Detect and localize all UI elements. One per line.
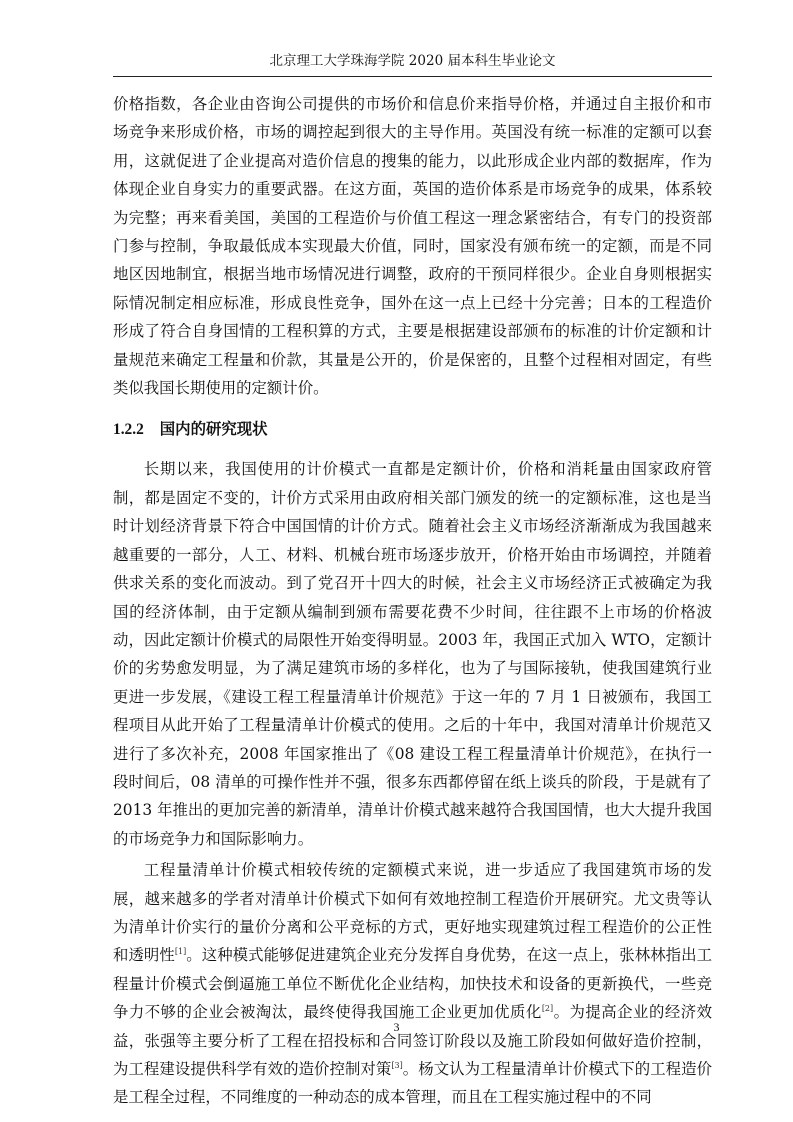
running-header [113, 50, 712, 77]
paragraph [113, 856, 712, 1112]
citation: [2] [541, 1004, 554, 1014]
section-title: 国内的研究现状 [159, 420, 268, 439]
page-body [113, 90, 712, 1112]
page-number: 3 [393, 1020, 400, 1034]
section-number: 1.2.2 [113, 421, 144, 439]
paragraph: 长期以来，我国使用的计价模式一直都是定额计价，价格和消耗量由国家政府管制，都是固定不变的，计价方式采用由政府相关部门颁发的统一的定额标准，这也是当时计划经济背景下符合中国国情的计价方式。随着社会主义市场经济渐渐成为我国越来越重要的一部分，人工、材料、机械台班市场逐步放开，价格开始由市场调控，并随着供求关系的变化而波动。到了党召开十四大的时候，社会主义市场经济正式被确定为我国的经济体制，由于定额从编制到颁布需要花费不少时间，往往跟不上市场的价格波动，因此定额计价模式的局限性开始变得明显。2003 年，我国正式加入 WTO，定额计价的劣势愈发明显，为了满足建筑市场的多样化，也为了与国际接轨，使我国建筑行业更进一步发展，《建设工程工程量清单计价规范》于这一年的 7 月 1 日被颁布，我国工程项目从此开始了工程量清单计价模式的使用。之后的十年中，我国对清单计价规范又进行了多次补充，2008 年国家推出了《08 建设工程工程量清单计价规范》，在执行一段时间后，08 清单的可操作性并不强，很多东西都停留在纸上谈兵的阶段，于是就有了 2013 年推出的更加完善的新清单，清单计价模式越来越符合我国国情，也大大提升我国的市场竞争力和国际影响力。 [113, 460, 712, 848]
paragraph-text: 。这种模式能够促进建筑企业充分发挥自身优势，在这一点上，张林林指出工程量计价模式会倒逼施工单位不断优化企业结构，加快技术和设备的更新换代，一些竞争力不够的企业会被淘汰，最终使得我国施工企业更加优质化 [113, 946, 712, 1022]
header-title: 北京理工大学珠海学院 2020 届本科生毕业论文 [269, 53, 556, 69]
paragraph: 价格指数，各企业由咨询公司提供的市场价和信息价来指导价格，并通过自主报价和市场竞争来形成价格，市场的调控起到很大的主导作用。英国没有统一标准的定额可以套用，这就促进了企业提高对造价信息的搜集的能力，以此形成企业内部的数据库，作为体现企业自身实力的重要武器。在这方面，英国的造价体系是市场竞争的成果，体系较为完整；再来看美国，美国的工程造价与价值工程这一理念紧密结合，有专门的投资部门参与控制，争取最低成本实现最大价值，同时，国家没有颁布统一的定额，而是不同地区因地制宜，根据当地市场情况进行调整，政府的干预同样很少。企业自身则根据实际情况制定相应标准，形成良性竞争，国外在这一点上已经十分完善；日本的工程造价形成了符合自身国情的工程积算的方式，主要是根据建设部颁布的标准的计价定额和计量规范来确定工程量和价款，其量是公开的，价是保密的，且整个过程相对固定，有些类似我国长期使用的定额计价。 [113, 95, 712, 398]
paragraph-text: 工程量清单计价模式相较传统的定额模式来说，进一步适应了我国建筑市场的发展，越来越多的学者对清单计价模式下如何有效地控制工程造价开展研究。尤文贵等认为清单计价实行的量价分离和公平竞标的方式，更好地实现建筑过程工程造价的公正性和透明性 [113, 861, 712, 965]
paragraph-text: 。为提高企业的经济效益，张强等主要分析了工程在招投标和合同签订阶段以及施工阶段如何做好造价控制，为工程建设提供科学有效的造价控制对策 [113, 1003, 712, 1078]
section-heading [113, 415, 712, 444]
citation: [3] [391, 1061, 403, 1070]
paragraph-text: 。杨文认为工程量清单计价模式下的工程造价是工程全过程，不同维度的一种动态的成本管理，而且在工程实施过程中的不同 [113, 1060, 712, 1107]
citation: [1] [174, 947, 187, 957]
